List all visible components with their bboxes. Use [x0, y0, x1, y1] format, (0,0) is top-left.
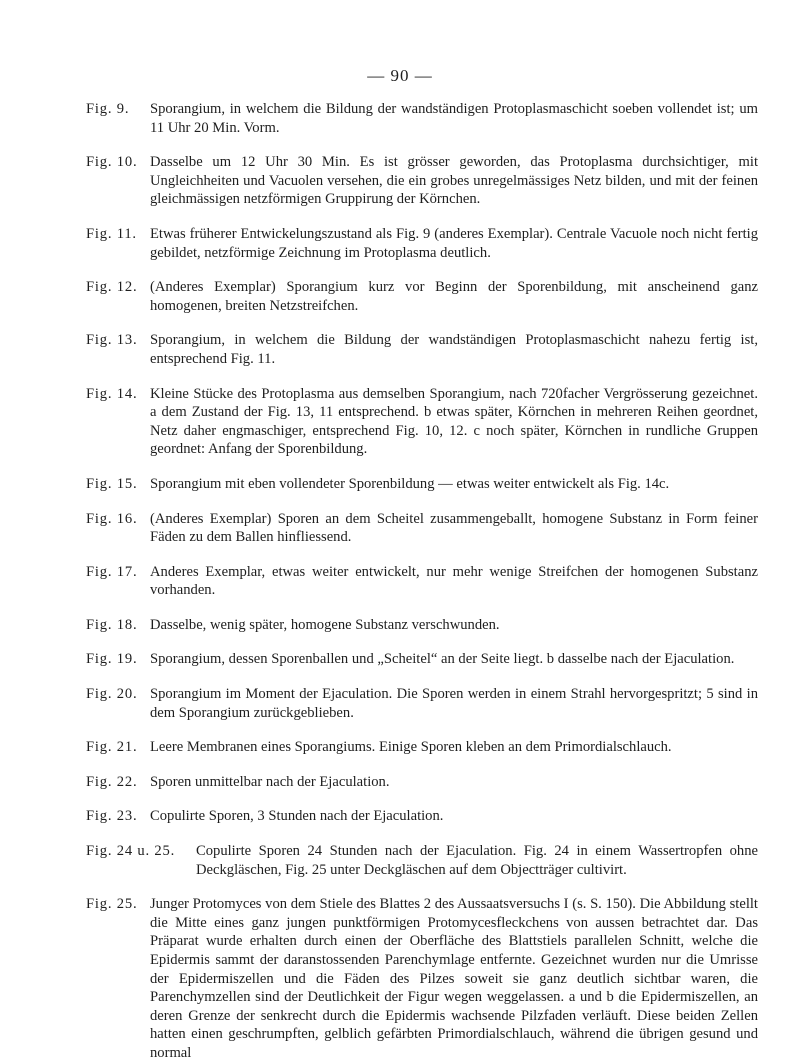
figure-description: Leere Membranen eines Sporangiums. Einige Sporen kleben an dem Primordialschlauch.	[150, 739, 672, 756]
figure-label: Fig. 9.	[86, 101, 130, 117]
figure-label: Fig. 18.	[86, 616, 138, 633]
figure-description: Etwas früherer Entwickelungszustand als Fig. 9 (anderes Exemplar). Centrale Vacuole noch nicht fertig gebildet, netzförmige Zeichnung im Protoplasma deutlich.	[150, 225, 758, 261]
figure-legend-entry	[86, 842, 758, 879]
figure-label: Fig. 12.	[86, 279, 138, 296]
figure-legend-entry	[86, 685, 758, 722]
figure-legend-entry	[86, 278, 758, 315]
figure-label: Fig. 19.	[86, 651, 138, 668]
figure-legend-entry	[86, 153, 758, 209]
figure-description: Sporangium, dessen Sporenballen und „Scheitel“ an der Seite liegt. b dasselbe nach der Ejaculation.	[150, 651, 735, 668]
figure-legend-entry	[86, 895, 758, 1062]
figure-description: Sporangium im Moment der Ejaculation. Die Sporen werden in einem Strahl hervorgespritzt; 5 sind in dem Sporangium zurückgeblieben.	[150, 686, 758, 721]
figure-legend-entry	[86, 616, 758, 635]
figure-legend-entry	[86, 475, 758, 494]
figure-legend-entry	[86, 807, 758, 826]
figure-label: Fig. 25.	[86, 896, 138, 913]
figure-description: Sporen unmittelbar nach der Ejaculation.	[150, 773, 390, 790]
figure-label: Fig. 10.	[86, 154, 138, 171]
figure-description: Dasselbe um 12 Uhr 30 Min. Es ist grösser geworden, das Protoplasma durchsichtiger, mit Ungleichheiten und Vacuolen versehen, die ein grobes unregelmässiges Netz bilden, und mit der feinen gleichmässigen netzförmigen Gruppirung der Körnchen.	[150, 154, 758, 208]
figure-description: Dasselbe, wenig später, homogene Substanz verschwunden.	[150, 616, 500, 633]
figure-description: Sporangium, in welchem die Bildung der wandständigen Protoplasmaschicht nahezu fertig ist, entsprechend Fig. 11.	[150, 332, 758, 367]
figure-legend-entry	[86, 650, 758, 669]
figure-label: Fig. 24 u. 25.	[86, 843, 176, 860]
figure-description: (Anderes Exemplar) Sporen an dem Scheitel zusammengeballt, homogene Substanz in Form feiner Fäden zu dem Ballen hinfliessend.	[150, 510, 758, 546]
figure-legend-entry	[86, 563, 758, 600]
figure-label: Fig. 14.	[86, 385, 138, 402]
figure-legend-entry	[86, 331, 758, 368]
figure-label: Fig. 11.	[86, 225, 137, 242]
figure-legend-entry	[86, 385, 758, 459]
figure-description: Copulirte Sporen, 3 Stunden nach der Ejaculation.	[150, 808, 444, 825]
figure-description: Junger Protomyces von dem Stiele des Blattes 2 des Aussaatsversuchs I (s. S. 150). Die Abbildung stellt die Mitte eines ganz jungen punktförmigen Protomycesfleckchens von aussen betrachtet dar. Das Präparat wurde erhalten durch einen der Oberfläche des Blattstiels parallelen Schnitt, welche die Epidermis sammt der daranstossenden Parenchymlage entfernte. Gezeichnet wurden nur die Umrisse der Epidermiszellen und die Fäden des Pilzes soweit sie ganz deutlich sichtbar waren, die Parenchymzellen sind der Deutlichkeit der Figur wegen weggelassen. a und b die Epidermiszellen, an deren Grenze der senkrecht durch die Epidermis wachsende Pilzfaden verläuft. Diese beiden Zellen hatten einen geschrumpften, gelblich gefärbten Primordialschlauch, während die übrigen gesund und normal	[150, 896, 758, 1061]
figure-description: (Anderes Exemplar) Sporangium kurz vor Beginn der Sporenbildung, mit anscheinend ganz homogenen, breiten Netzstreifchen.	[150, 279, 758, 314]
figure-description: Sporangium, in welchem die Bildung der wandständigen Protoplasmaschicht soeben vollendet ist; um 11 Uhr 20 Min. Vorm.	[150, 101, 758, 136]
figure-label: Fig. 20.	[86, 686, 138, 703]
figure-label: Fig. 15.	[86, 475, 138, 492]
figure-description: Kleine Stücke des Protoplasma aus demselben Sporangium, nach 720facher Vergrösserung gezeichnet. a dem Zustand der Fig. 13, 11 entsprechend. b etwas später, Körnchen in mehreren Reihen geordnet, Netz daher engmaschiger, entsprechend Fig. 10, 12. c noch später, Körnchen in rundliche Gruppen geordnet: Anfang der Sporenbildung.	[150, 385, 758, 458]
figure-label: Fig. 17.	[86, 563, 138, 580]
figure-label: Fig. 13.	[86, 332, 138, 349]
figure-label: Fig. 22.	[86, 773, 138, 790]
figure-legend-entry	[86, 100, 758, 137]
figure-legend-entry	[86, 225, 758, 262]
figure-label: Fig. 21.	[86, 739, 138, 756]
page-number: — 90 —	[367, 66, 433, 85]
figure-label: Fig. 16.	[86, 510, 138, 527]
figure-legend-entry	[86, 510, 758, 547]
figure-legend-list	[0, 100, 800, 1063]
figure-legend-entry	[86, 738, 758, 757]
figure-legend-entry	[86, 773, 758, 792]
figure-description: Anderes Exemplar, etwas weiter entwickelt, nur mehr wenige Streifchen der homogenen Substanz vorhanden.	[150, 563, 758, 599]
figure-label: Fig. 23.	[86, 808, 138, 825]
figure-description: Copulirte Sporen 24 Stunden nach der Ejaculation. Fig. 24 in einem Wassertropfen ohne Deckgläschen, Fig. 25 unter Deckgläschen auf dem Objectträger cultivirt.	[196, 843, 758, 878]
figure-description: Sporangium mit eben vollendeter Sporenbildung — etwas weiter entwickelt als Fig. 14c.	[150, 475, 670, 492]
